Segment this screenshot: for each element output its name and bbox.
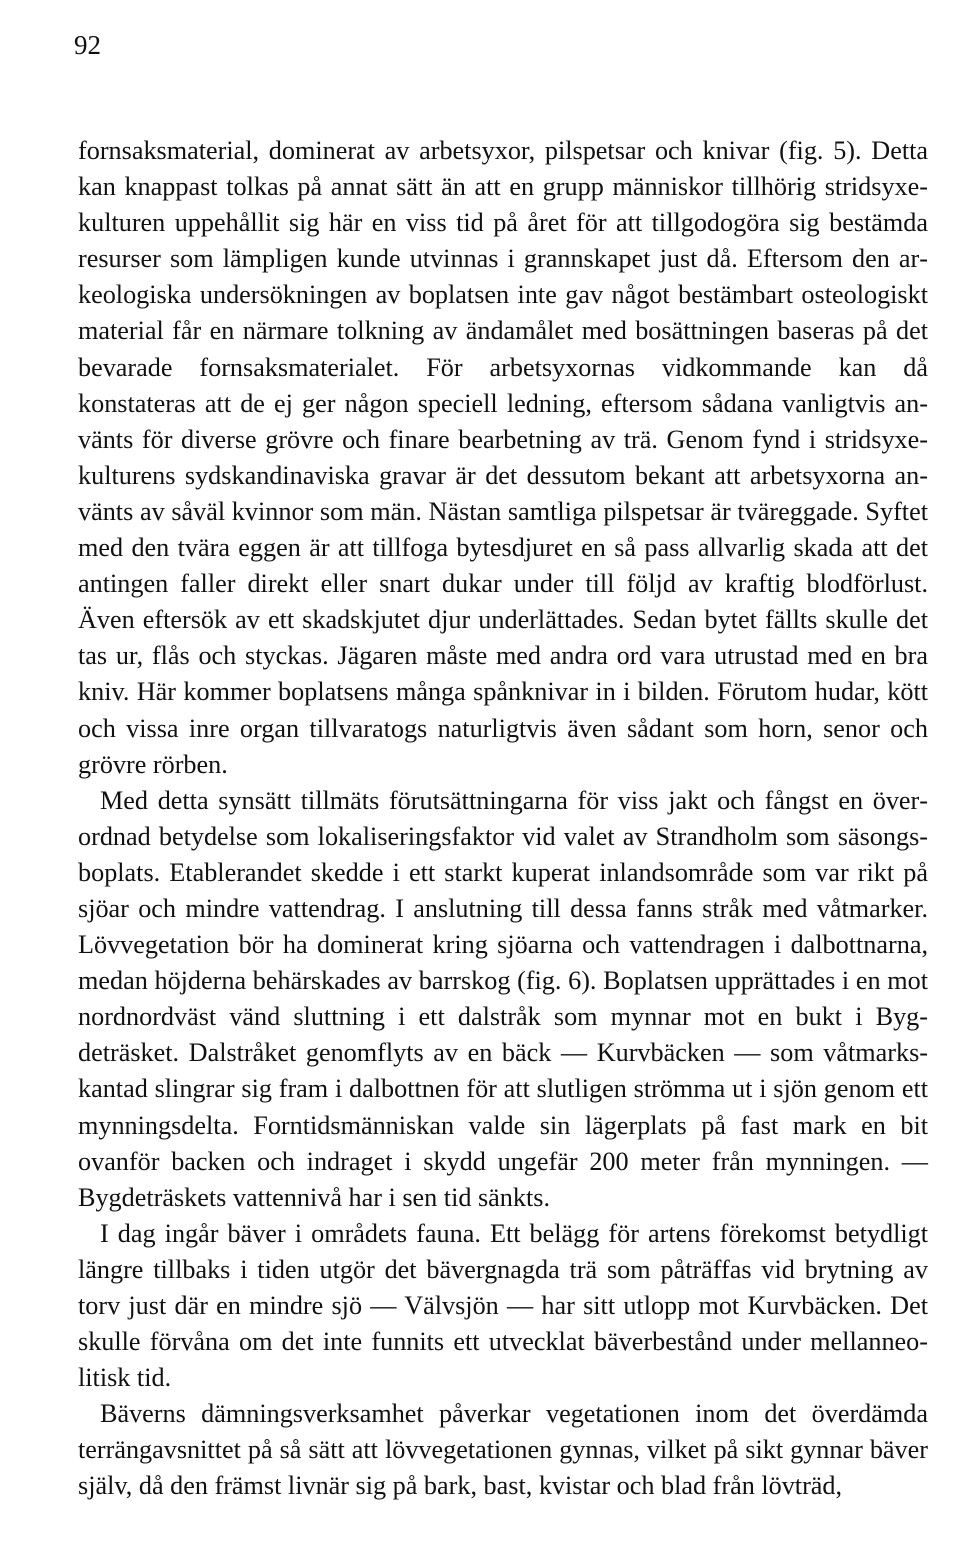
page-number: 92	[74, 30, 101, 60]
body-text	[78, 133, 928, 1505]
paragraph-3: I dag ingår bäver i områdets fauna. Ett belägg för artens förekomst betydligt längre tillbaks i tiden utgör det bävergnagda trä som påträffas vid brytning av torv just där en mindre sjö — Välvsjön — har sitt utlopp mot Kurvbäcken. Det skulle förvåna om det inte funnits ett utvecklat bäverbestånd under mellanneolitisk tid.	[78, 1218, 928, 1393]
paragraph-1: fornsaksmaterial, dominerat av arbetsyxor, pilspetsar och knivar (fig. 5). Detta kan knappast tolkas på annat sätt än att en grupp människor tillhörig stridsyxekulturen uppehållit sig här en viss tid på året för att tillgodogöra sig bestämda resurser som lämpligen kunde utvinnas i grannskapet just då. Eftersom den arkeologiska undersökningen av boplatsen inte gav något bestämbart osteologiskt material får en närmare tolkning av ändamålet med bosättningen baseras på det bevarade fornsaksmaterialet. För arbetsyxornas vidkommande kan då konstateras att de ej ger någon speciell ledning, eftersom sådana vanligtvis använts för diverse grövre och finare bearbetning av trä. Genom fynd i stridsyxekulturens sydskandinaviska gravar är det dessutom bekant att arbetsyxorna använts av såväl kvinnor som män. Nästan samtliga pilspetsar är tväreggade. Syftet med den tvära eggen är att tillfoga bytesdjuret en så pass allvarlig skada att det antingen faller direkt eller snart dukar under till följd av kraftig blodförlust. Även eftersök av ett skadskjutet djur underlättades. Sedan bytet fällts skulle det tas ur, flås och styckas. Jägaren måste med andra ord vara utrustad med en bra kniv. Här kommer boplatsens många spånknivar in i bilden. Förutom hudar, kött och vissa inre organ tillvaratogs naturligtvis även sådant som horn, senor och grövre rörben.	[78, 136, 928, 779]
paragraph-4: Bäverns dämningsverksamhet påverkar vegetationen inom det överdämda terrängavsnittet på så sätt att lövvegetationen gynnas, vilket på sikt gynnar bäver själv, då den främst livnär sig på bark, bast, kvistar och blad från lövträd,	[78, 1399, 928, 1501]
paragraph-2: Med detta synsätt tillmäts förutsättningarna för viss jakt och fångst en överordnad betydelse som lokaliseringsfaktor vid valet av Strandholm som säsongsboplats. Etablerandet skedde i ett starkt kuperat inlandsområde som var rikt på sjöar och mindre vattendrag. I anslutning till dessa fanns stråk med våtmarker. Lövvegetation bör ha dominerat kring sjöarna och vattendragen i dalbottnarna, medan höjderna behärskades av barrskog (fig. 6). Boplatsen upprättades i en mot nordnordväst vänd sluttning i ett dalstråk som mynnar mot en bukt i Bygdeträsket. Dalstråket genomflyts av en bäck — Kurvbäcken — som våtmarkskantad slingrar sig fram i dalbottnen för att slutligen strömma ut i sjön genom ett mynningsdelta. Forntidsmänniskan valde sin lägerplats på fast mark en bit ovanför backen och indraget i skydd ungefär 200 meter från mynningen. — Bygdeträskets vattennivå har i sen tid sänkts.	[78, 785, 928, 1212]
